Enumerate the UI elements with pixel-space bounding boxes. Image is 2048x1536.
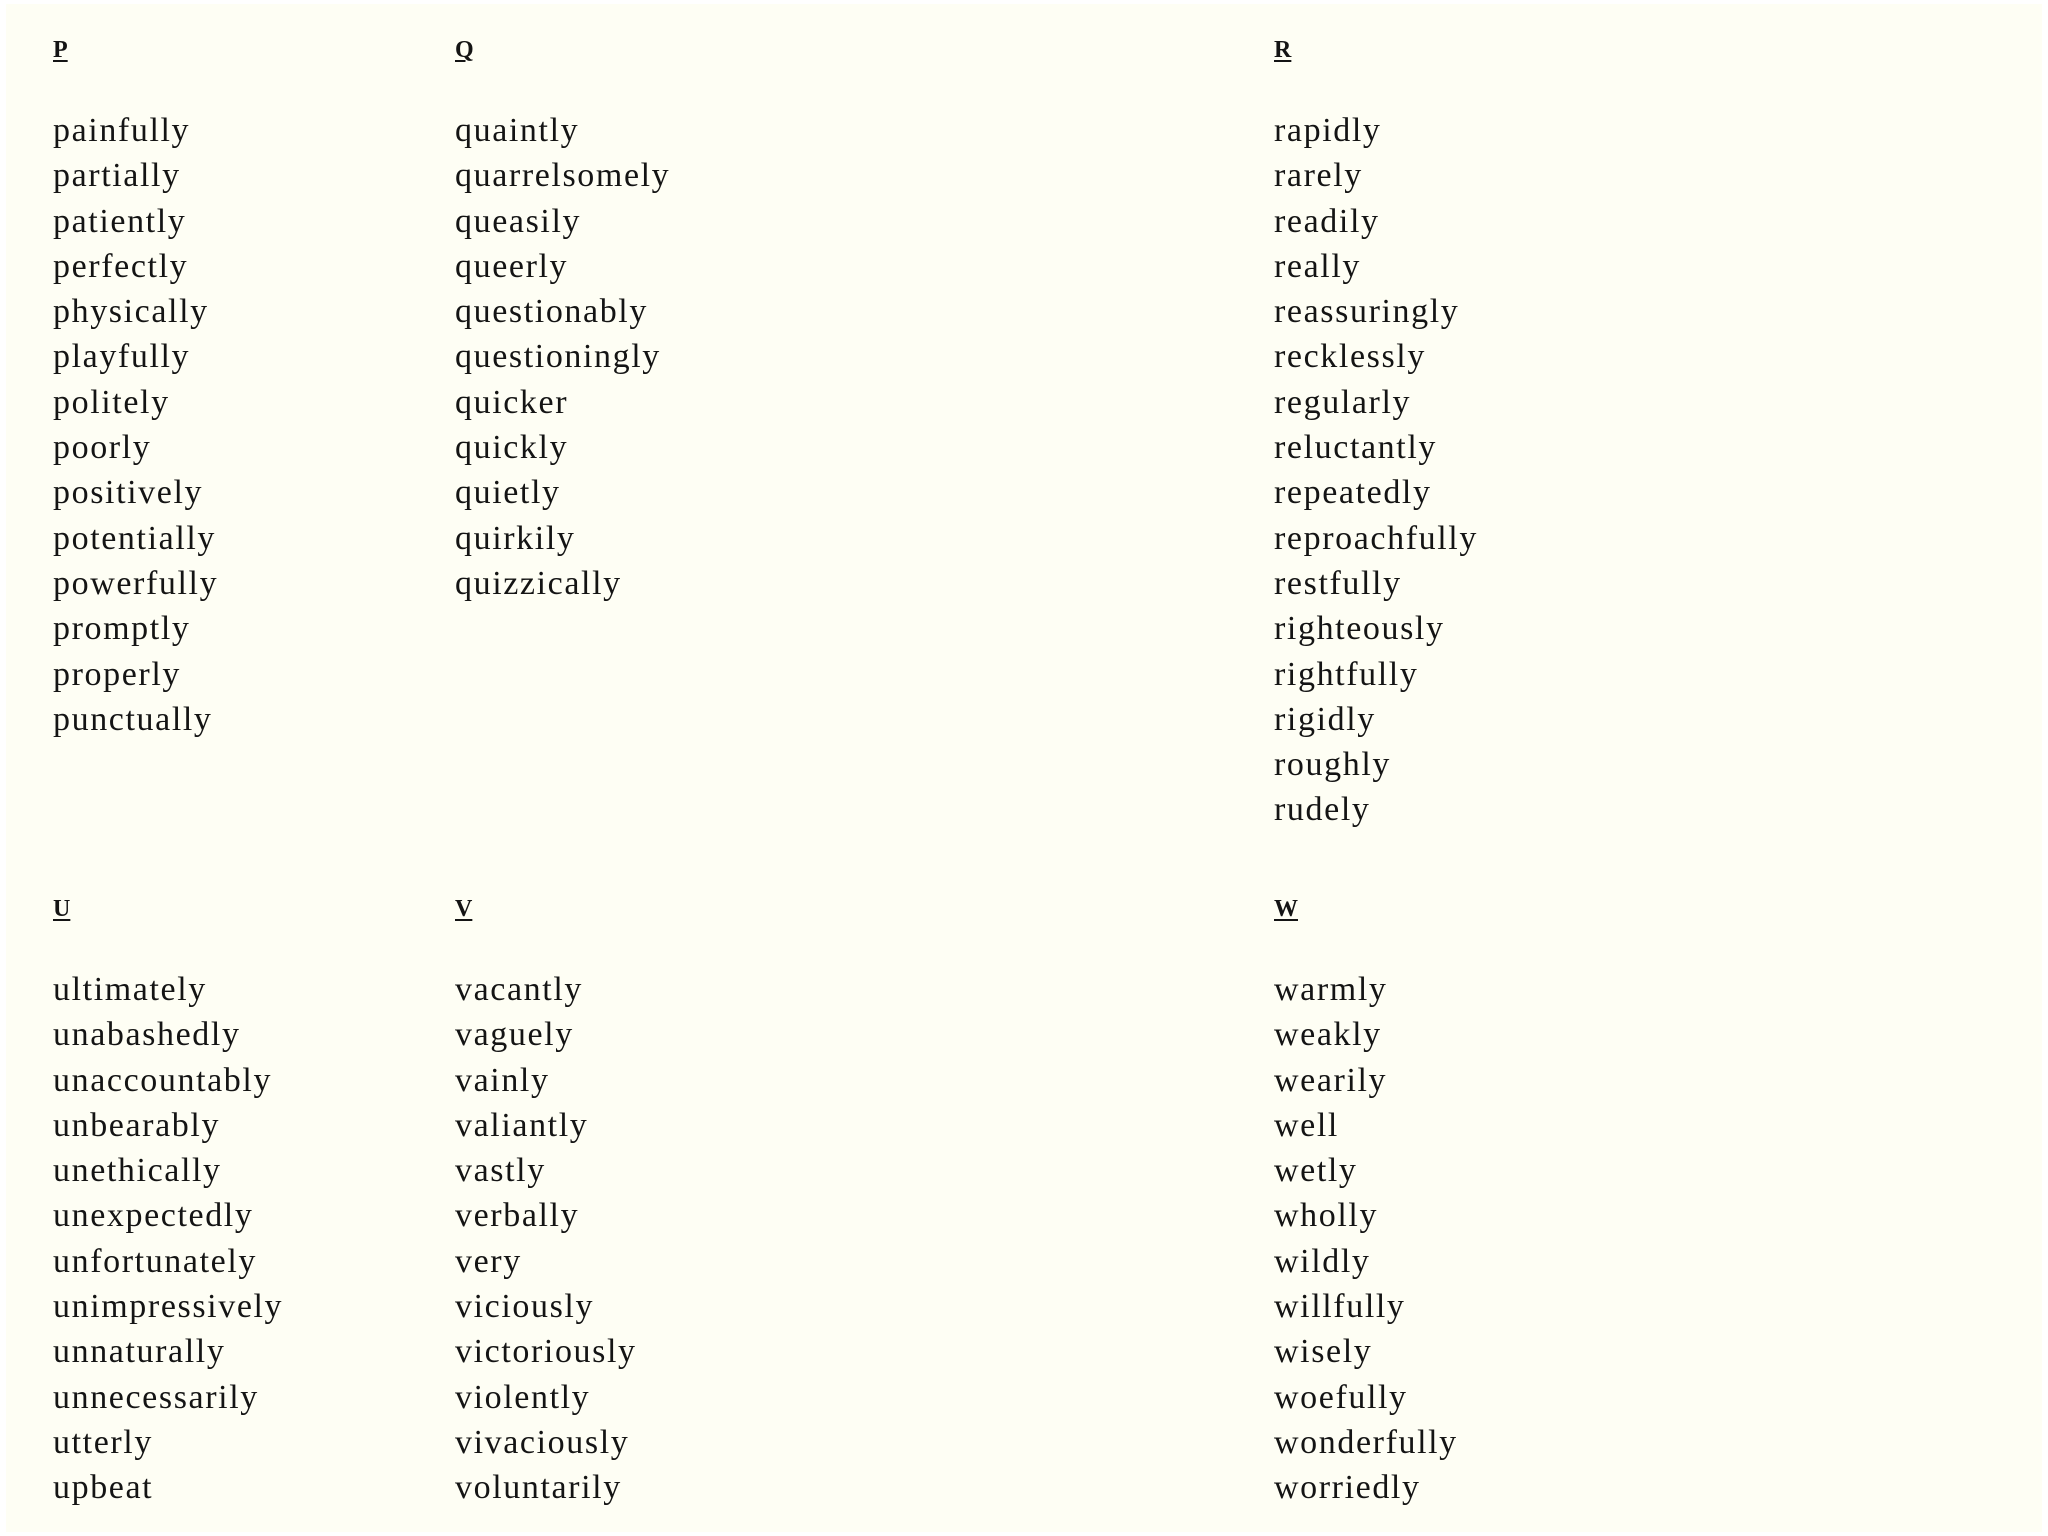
word-item: righteously <box>1274 610 1445 648</box>
word-item: upbeat <box>53 1469 154 1507</box>
word-item: roughly <box>1274 746 1391 784</box>
word-item: rigidly <box>1274 700 1376 738</box>
word-item: vacantly <box>455 971 583 1008</box>
section-heading: V <box>455 896 473 922</box>
word-item: punctually <box>53 700 213 738</box>
word-item: questioningly <box>455 338 661 376</box>
word-item: painfully <box>53 112 191 149</box>
word-item: unaccountably <box>53 1061 273 1099</box>
word-item: wearily <box>1274 1061 1388 1099</box>
word-item: reassuringly <box>1274 293 1460 331</box>
word-item: victoriously <box>455 1333 637 1371</box>
section-heading: W <box>1274 896 1298 922</box>
word-item: vastly <box>455 1152 546 1190</box>
word-item: unnecessarily <box>53 1378 259 1416</box>
word-item: queerly <box>455 247 569 285</box>
section-heading: Q <box>455 37 474 63</box>
word-item: quirkily <box>455 519 576 557</box>
word-item: weakly <box>1274 1016 1382 1054</box>
word-item: worriedly <box>1274 1469 1421 1507</box>
section-heading: P <box>53 37 68 63</box>
word-item: unnaturally <box>53 1333 226 1371</box>
word-item: warmly <box>1274 971 1388 1008</box>
word-item: promptly <box>53 610 191 648</box>
word-item: repeatedly <box>1274 474 1432 512</box>
word-item: reproachfully <box>1274 519 1478 557</box>
section-w <box>1274 897 1458 1511</box>
word-item: reluctantly <box>1274 429 1437 467</box>
word-item: quietly <box>455 474 561 512</box>
word-item: readily <box>1274 202 1380 240</box>
word-item: rapidly <box>1274 112 1382 149</box>
word-item: regularly <box>1274 383 1412 421</box>
word-item: rarely <box>1274 157 1363 195</box>
word-item: positively <box>53 474 204 512</box>
word-item: vaguely <box>455 1016 574 1054</box>
word-item: questionably <box>455 293 648 331</box>
word-item: unethically <box>53 1152 222 1190</box>
section-u <box>53 897 283 1511</box>
word-item: properly <box>53 655 181 693</box>
section-v <box>455 897 637 1511</box>
word-item: willfully <box>1274 1288 1406 1326</box>
word-item: partially <box>53 157 181 195</box>
word-item: unimpressively <box>53 1288 284 1326</box>
word-item: wildly <box>1274 1242 1371 1280</box>
word-item: wholly <box>1274 1197 1379 1235</box>
word-item: queasily <box>455 202 582 240</box>
word-item: utterly <box>53 1423 153 1461</box>
word-item: verbally <box>455 1197 580 1235</box>
section-heading: U <box>53 896 71 922</box>
section-p <box>53 38 218 742</box>
word-item: quickly <box>455 429 569 467</box>
word-item: quarrelsomely <box>455 157 671 195</box>
word-item: recklessly <box>1274 338 1426 376</box>
word-item: wonderfully <box>1274 1423 1458 1461</box>
section-r <box>1274 38 1478 833</box>
word-item: unexpectedly <box>53 1197 254 1235</box>
word-item: quaintly <box>455 112 580 149</box>
word-item: unfortunately <box>53 1242 257 1280</box>
word-item: violently <box>455 1378 591 1416</box>
word-item: viciously <box>455 1288 595 1326</box>
word-list <box>1274 967 1458 1511</box>
word-item: rudely <box>1274 791 1371 829</box>
word-item: really <box>1274 247 1361 285</box>
word-list <box>455 108 670 606</box>
word-item: potentially <box>53 519 217 557</box>
word-item: wisely <box>1274 1333 1373 1371</box>
word-item: quizzically <box>455 564 622 602</box>
word-item: perfectly <box>53 247 189 285</box>
word-item: ultimately <box>53 971 207 1008</box>
word-item: patiently <box>53 202 187 240</box>
word-item: well <box>1274 1106 1339 1144</box>
word-item: poorly <box>53 429 152 467</box>
word-item: physically <box>53 293 209 331</box>
word-item: restfully <box>1274 564 1402 602</box>
word-item: quicker <box>455 383 569 421</box>
word-item: playfully <box>53 338 191 376</box>
word-item: politely <box>53 383 170 421</box>
word-item: voluntarily <box>455 1469 622 1507</box>
word-list <box>455 967 637 1511</box>
word-list <box>1274 108 1478 833</box>
section-heading: R <box>1274 37 1292 63</box>
word-item: woefully <box>1274 1378 1408 1416</box>
word-item: vainly <box>455 1061 550 1099</box>
word-item: unabashedly <box>53 1016 241 1054</box>
word-item: wetly <box>1274 1152 1358 1190</box>
word-item: powerfully <box>53 564 219 602</box>
word-list <box>53 967 283 1511</box>
word-list <box>53 108 218 742</box>
word-list-page <box>6 4 2042 1532</box>
word-item: very <box>455 1242 522 1280</box>
word-item: vivaciously <box>455 1423 630 1461</box>
word-item: unbearably <box>53 1106 221 1144</box>
word-item: rightfully <box>1274 655 1419 693</box>
word-item: valiantly <box>455 1106 589 1144</box>
section-q <box>455 38 670 606</box>
